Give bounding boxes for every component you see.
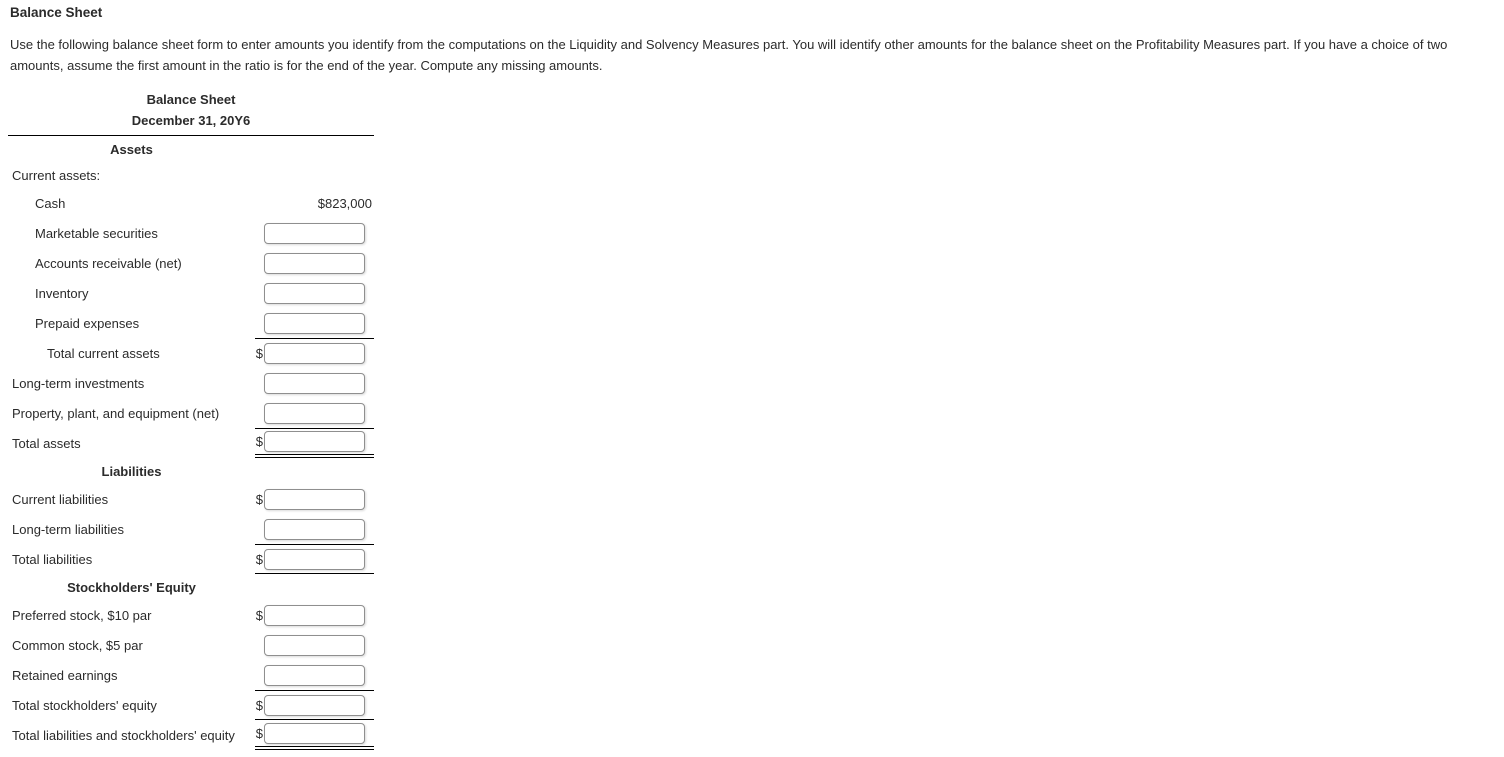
long-term-liabilities-amount-cell <box>255 514 374 544</box>
long-term-liabilities-input[interactable] <box>264 519 365 540</box>
balance-sheet-form <box>8 92 374 750</box>
current-liabilities-dollar-sign: $ <box>255 491 263 507</box>
retained-earnings-label: Retained earnings <box>12 667 118 683</box>
inventory-label: Inventory <box>35 285 89 301</box>
total-stockholders-equity-label: Total stockholders' equity <box>12 697 157 713</box>
preferred-stock-input[interactable] <box>264 605 365 626</box>
row-long-term-liabilities <box>8 514 374 544</box>
preferred-stock-dollar-sign: $ <box>255 607 263 623</box>
marketable-securities-amount-cell <box>255 218 374 248</box>
row-current-liabilities <box>8 484 374 514</box>
property-plant-equipment-amount-cell <box>255 398 374 428</box>
row-prepaid-expenses <box>8 308 374 338</box>
total-liabilities-and-stockholders-equity-label: Total liabilities and stockholders' equity <box>12 727 235 743</box>
row-total-assets <box>8 428 374 458</box>
row-total-stockholders-equity <box>8 690 374 720</box>
statement-title: Balance Sheet <box>146 92 236 107</box>
row-accounts-receivable <box>8 248 374 278</box>
total-liabilities-amount-cell <box>255 544 374 574</box>
retained-earnings-amount-cell <box>255 660 374 690</box>
cash-value: $823,000 <box>317 195 372 211</box>
total-stockholders-equity-amount-cell <box>255 690 374 720</box>
row-marketable-securities <box>8 218 374 248</box>
total-liabilities-input[interactable] <box>264 549 365 570</box>
total-current-assets-input[interactable] <box>264 343 365 364</box>
cash-amount-cell <box>255 188 374 218</box>
preferred-stock-amount-cell <box>255 600 374 630</box>
common-stock-label: Common stock, $5 par <box>12 637 143 653</box>
preferred-stock-label: Preferred stock, $10 par <box>12 607 152 623</box>
instructions-text: Use the following balance sheet form to enter amounts you identify from the computations on the Liquidity and Solvency Measures part. You will identify other amounts for the balance sheet on the Profitability Measures part. If you have a choice of two amounts, assume the first amount in the ratio is for the end of the year. Compute any missing amounts. <box>10 37 1448 73</box>
total-stockholders-equity-input[interactable] <box>264 695 365 716</box>
total-assets-amount-cell <box>255 428 374 458</box>
total-current-assets-label: Total current assets <box>47 345 160 361</box>
stockholders-equity-header-label: Stockholders' Equity <box>67 579 196 595</box>
current-liabilities-label: Current liabilities <box>12 491 109 507</box>
total-assets-label: Total assets <box>12 435 81 451</box>
accounts-receivable-amount-cell <box>255 248 374 278</box>
row-total-current-assets <box>8 338 374 368</box>
total-liabilities-dollar-sign: $ <box>255 551 263 567</box>
property-plant-equipment-label: Property, plant, and equipment (net) <box>12 405 220 421</box>
total-assets-input[interactable] <box>264 431 365 452</box>
total-liabilities-label: Total liabilities <box>12 551 93 567</box>
retained-earnings-input[interactable] <box>264 665 365 686</box>
inventory-amount-cell <box>255 278 374 308</box>
row-assets-header <box>8 136 374 162</box>
row-liabilities-header <box>8 458 374 484</box>
balance-sheet-rows <box>8 136 374 750</box>
total-assets-dollar-sign: $ <box>255 434 263 449</box>
total-stockholders-equity-dollar-sign: $ <box>255 697 263 713</box>
row-total-liabilities-and-stockholders-equity <box>8 720 374 750</box>
row-cash <box>8 188 374 218</box>
long-term-investments-amount-cell <box>255 368 374 398</box>
prepaid-expenses-input[interactable] <box>264 313 365 334</box>
current-liabilities-input[interactable] <box>264 489 365 510</box>
prepaid-expenses-amount-cell <box>255 308 374 338</box>
row-property-plant-equipment <box>8 398 374 428</box>
total-liabilities-and-stockholders-equity-amount-cell <box>255 720 374 750</box>
marketable-securities-input[interactable] <box>264 223 365 244</box>
common-stock-amount-cell <box>255 630 374 660</box>
accounts-receivable-label: Accounts receivable (net) <box>35 255 182 271</box>
total-liabilities-and-stockholders-equity-dollar-sign: $ <box>255 725 263 741</box>
row-current-assets <box>8 162 374 188</box>
row-total-liabilities <box>8 544 374 574</box>
total-liabilities-and-stockholders-equity-input[interactable] <box>264 723 365 744</box>
long-term-investments-input[interactable] <box>264 373 365 394</box>
prepaid-expenses-label: Prepaid expenses <box>35 315 140 331</box>
long-term-investments-label: Long-term investments <box>12 375 145 391</box>
property-plant-equipment-input[interactable] <box>264 403 365 424</box>
statement-header <box>8 92 374 136</box>
total-current-assets-amount-cell <box>255 338 374 368</box>
row-retained-earnings <box>8 660 374 690</box>
row-preferred-stock <box>8 600 374 630</box>
cash-label: Cash <box>35 195 66 211</box>
page-title: Balance Sheet <box>10 5 103 20</box>
current-liabilities-amount-cell <box>255 484 374 514</box>
row-long-term-investments <box>8 368 374 398</box>
long-term-liabilities-label: Long-term liabilities <box>12 521 124 537</box>
current-assets-label: Current assets: <box>12 167 101 183</box>
row-common-stock <box>8 630 374 660</box>
inventory-input[interactable] <box>264 283 365 304</box>
accounts-receivable-input[interactable] <box>264 253 365 274</box>
statement-date: December 31, 20Y6 <box>131 113 251 128</box>
marketable-securities-label: Marketable securities <box>35 225 158 241</box>
row-inventory <box>8 278 374 308</box>
row-stockholders-equity-header <box>8 574 374 600</box>
total-current-assets-dollar-sign: $ <box>255 346 263 361</box>
common-stock-input[interactable] <box>264 635 365 656</box>
liabilities-header-label: Liabilities <box>101 463 162 479</box>
assets-header-label: Assets <box>110 141 153 157</box>
